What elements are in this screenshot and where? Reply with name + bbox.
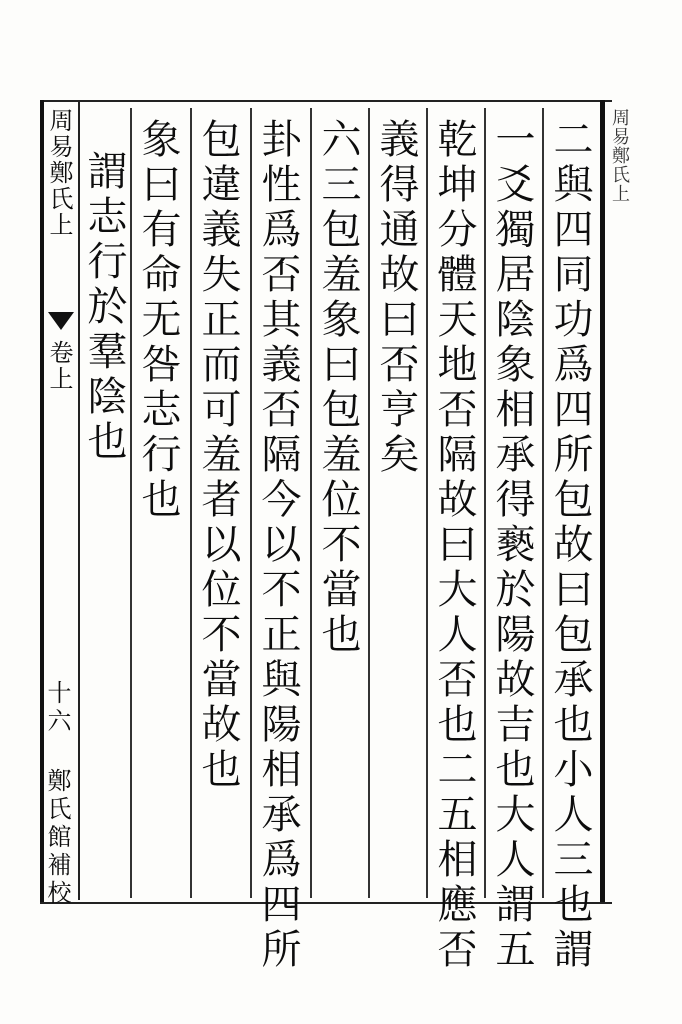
column-rule — [310, 108, 312, 898]
text-column-1: 二與四同功爲四所包故曰包承也小人三也謂 — [547, 118, 593, 973]
text-column-2: 一爻獨居陰象相承得褻於陽故吉也大人謂五 — [489, 118, 535, 973]
text-column-9: 謂志行於羣陰也 — [81, 150, 127, 465]
column-rule — [426, 108, 428, 898]
column-rule — [484, 108, 486, 898]
column-rule — [250, 108, 252, 898]
text-column-7: 包違義失正而可羞者以位不當故也 — [195, 118, 241, 793]
column-rule — [542, 108, 544, 898]
column-rule — [130, 108, 132, 898]
text-column-3: 乾坤分體天地否隔故曰大人否也二五相應否 — [431, 118, 477, 973]
text-column-4: 義得通故曰否亨矣 — [373, 118, 419, 478]
margin-folio: 十六 鄭氏館補校 — [43, 680, 71, 908]
text-column-8: 象曰有命无咎志行也 — [135, 118, 181, 523]
frame-right-rule — [600, 100, 605, 902]
band-rule — [78, 102, 80, 900]
margin-volume: 卷上 — [45, 340, 73, 392]
text-column-6: 卦性爲否其義否隔今以不正與陽相承爲四所 — [255, 118, 301, 973]
column-rule — [190, 108, 192, 898]
edge-text: 周易鄭氏上 — [609, 108, 630, 203]
margin-title: 周易鄭氏上 — [45, 108, 73, 238]
column-rule — [368, 108, 370, 898]
text-column-5: 六三包羞象曰包羞位不當也 — [315, 118, 361, 658]
